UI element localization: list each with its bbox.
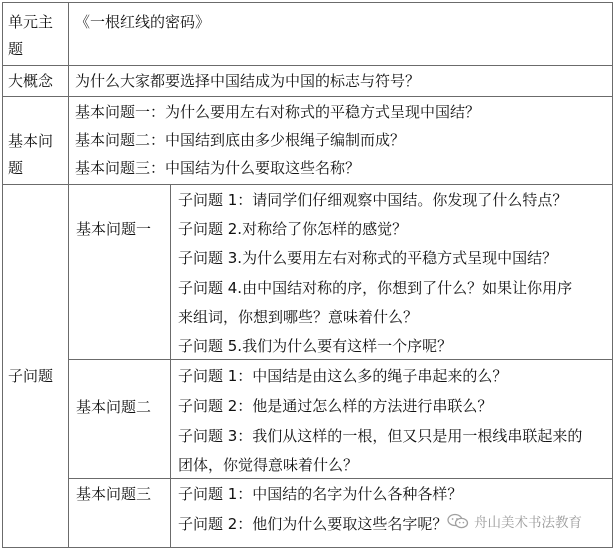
sub-question-item: 子问题 3.为什么要用左右对称式的平稳方式呈现中国结？	[178, 249, 558, 267]
basic-question-item: 基本问题一：为什么要用左右对称式的平稳方式呈现中国结？	[75, 103, 481, 121]
table-border-right	[612, 2, 613, 548]
basic-question-item: 基本问题二：中国结到底由多少根绳子编制而成？	[75, 131, 406, 149]
sub-question-item: 子问题 1：中国结的名字为什么各种各样？	[178, 485, 463, 503]
unit-topic-label: 题	[8, 40, 24, 58]
col-divider	[68, 2, 69, 548]
sub-question-item: 子问题 1：请同学们仔细观察中国结。你发现了什么特点？	[178, 191, 568, 209]
group-divider	[68, 359, 613, 360]
sub-question-item: 子问题 1：中国结是由这么多的绳子串起来的么？	[178, 367, 508, 385]
group-divider	[68, 478, 613, 479]
group-name: 基本问题三	[76, 485, 152, 503]
sub-questions-label: 子问题	[8, 367, 54, 385]
table-border-top	[2, 2, 613, 3]
group-name: 基本问题一	[76, 220, 152, 238]
sub-question-item: 子问题 2.对称给了你怎样的感觉？	[178, 220, 408, 238]
basic-question-item: 基本问题三：中国结为什么要取这些名称？	[75, 159, 361, 177]
row-divider	[2, 65, 613, 66]
sub-question-item: 子问题 2：他是通过怎么样的方法进行串联么？	[178, 397, 493, 415]
sub-question-item: 来组词，你想到哪些？意味着什么？	[178, 308, 419, 326]
big-concept-value: 为什么大家都要选择中国结成为中国的标志与符号？	[75, 72, 421, 90]
sub-question-item: 子问题 4.由中国结对称的序，你想到了什么？如果让你用序	[178, 279, 573, 297]
big-concept-label: 大概念	[8, 72, 54, 90]
sub-question-item: 团体，你觉得意味着什么？	[178, 456, 359, 474]
row-divider	[2, 96, 613, 97]
watermark	[447, 511, 582, 531]
sub-question-item: 子问题 5.我们为什么要有这样一个序呢？	[178, 337, 453, 355]
unit-topic-value: 《一根红线的密码》	[75, 13, 211, 31]
basic-questions-label: 基本问	[8, 132, 54, 150]
group-name: 基本问题二	[76, 398, 152, 416]
row-divider	[2, 184, 613, 185]
sub-question-item: 子问题 3：我们从这样的一根，但又只是用一根线串联起来的	[178, 427, 583, 445]
wechat-icon	[447, 513, 469, 529]
unit-topic-label: 单元主	[8, 13, 54, 31]
sub-question-item: 子问题 2：他们为什么要取这些名字呢？	[178, 515, 448, 533]
table-border-bottom	[2, 547, 613, 548]
watermark-text: 舟山美术书法教育	[474, 515, 582, 531]
table-border-left	[2, 2, 3, 548]
col-divider	[170, 184, 171, 548]
basic-questions-label: 题	[8, 159, 24, 177]
